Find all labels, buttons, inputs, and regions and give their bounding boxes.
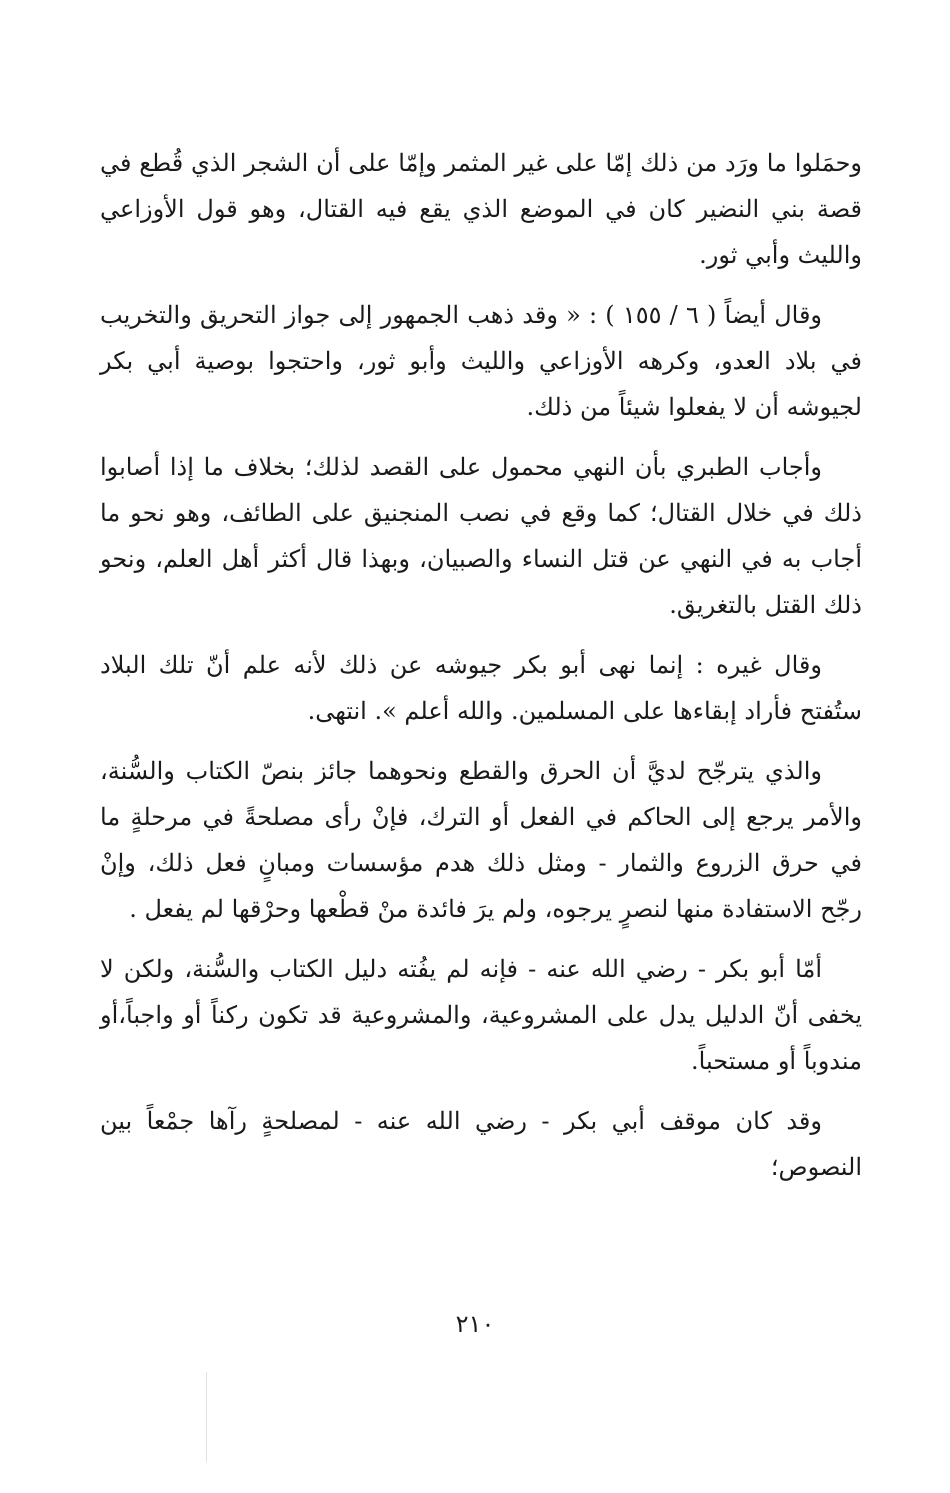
page-number: ٢١٠ (455, 1310, 495, 1338)
paragraph-1: وحمَلوا ما ورَد من ذلك إمّا على غير المثمر وإمّا على أن الشجر الذي قُطع في قصة بني النضير كان في الموضع الذي يقع فيه القتال، وهو قول الأوزاعي والليث وأبي ثور. (100, 149, 862, 269)
paragraph-3: وأجاب الطبري بأن النهي محمول على القصد لذلك؛ بخلاف ما إذا أصابوا ذلك في خلال القتال؛ كما وقع في نصب المنجنيق على الطائف، وهو نحو ما أجاب به في النهي عن قتل النساء والصبيان، وبهذا قال أكثر أهل العلم، ونحو ذلك القتل بالتغريق. (100, 453, 862, 619)
paragraph-5: والذي يترجّح لديَّ أن الحرق والقطع ونحوهما جائز بنصّ الكتاب والسُّنة، والأمر يرجع إلى الحاكم في الفعل أو الترك، فإنْ رأى مصلحةً في مرحلةٍ ما في حرق الزروع والثمار - ومثل ذلك هدم مؤسسات ومبانٍ فعل ذلك، وإنْ رجّح الاستفادة منها لنصرٍ يرجوه، ولم يرَ فائدة منْ قطْعها وحرْقها لم يفعل . (100, 757, 862, 923)
paragraph-2: وقال أيضاً ( ٦ / ١٥٥ ) : « وقد ذهب الجمهور إلى جواز التحريق والتخريب في بلاد العدو، وكرهه الأوزاعي والليث وأبو ثور، واحتجوا بوصية أبي بكر لجيوشه أن لا يفعلوا شيئاً من ذلك. (100, 301, 862, 421)
paragraph-7: وقد كان موقف أبي بكر - رضي الله عنه - لمصلحةٍ رآها جمْعاً بين النصوص؛ (100, 1107, 862, 1181)
paragraph-6: أمّا أبو بكر - رضي الله عنه - فإنه لم يفُته دليل الكتاب والسُّنة، ولكن لا يخفى أنّ الدليل يدل على المشروعية، والمشروعية قد تكون ركناً أو واجباً،أو مندوباً أو مستحباً. (100, 955, 862, 1075)
scan-edge-mark (206, 1372, 207, 1462)
page-body (100, 140, 862, 1204)
paragraph-4: وقال غيره : إنما نهى أبو بكر جيوشه عن ذلك لأنه علم أنّ تلك البلاد ستُفتح فأراد إبقاءها على المسلمين. والله أعلم ». انتهى. (100, 651, 862, 725)
